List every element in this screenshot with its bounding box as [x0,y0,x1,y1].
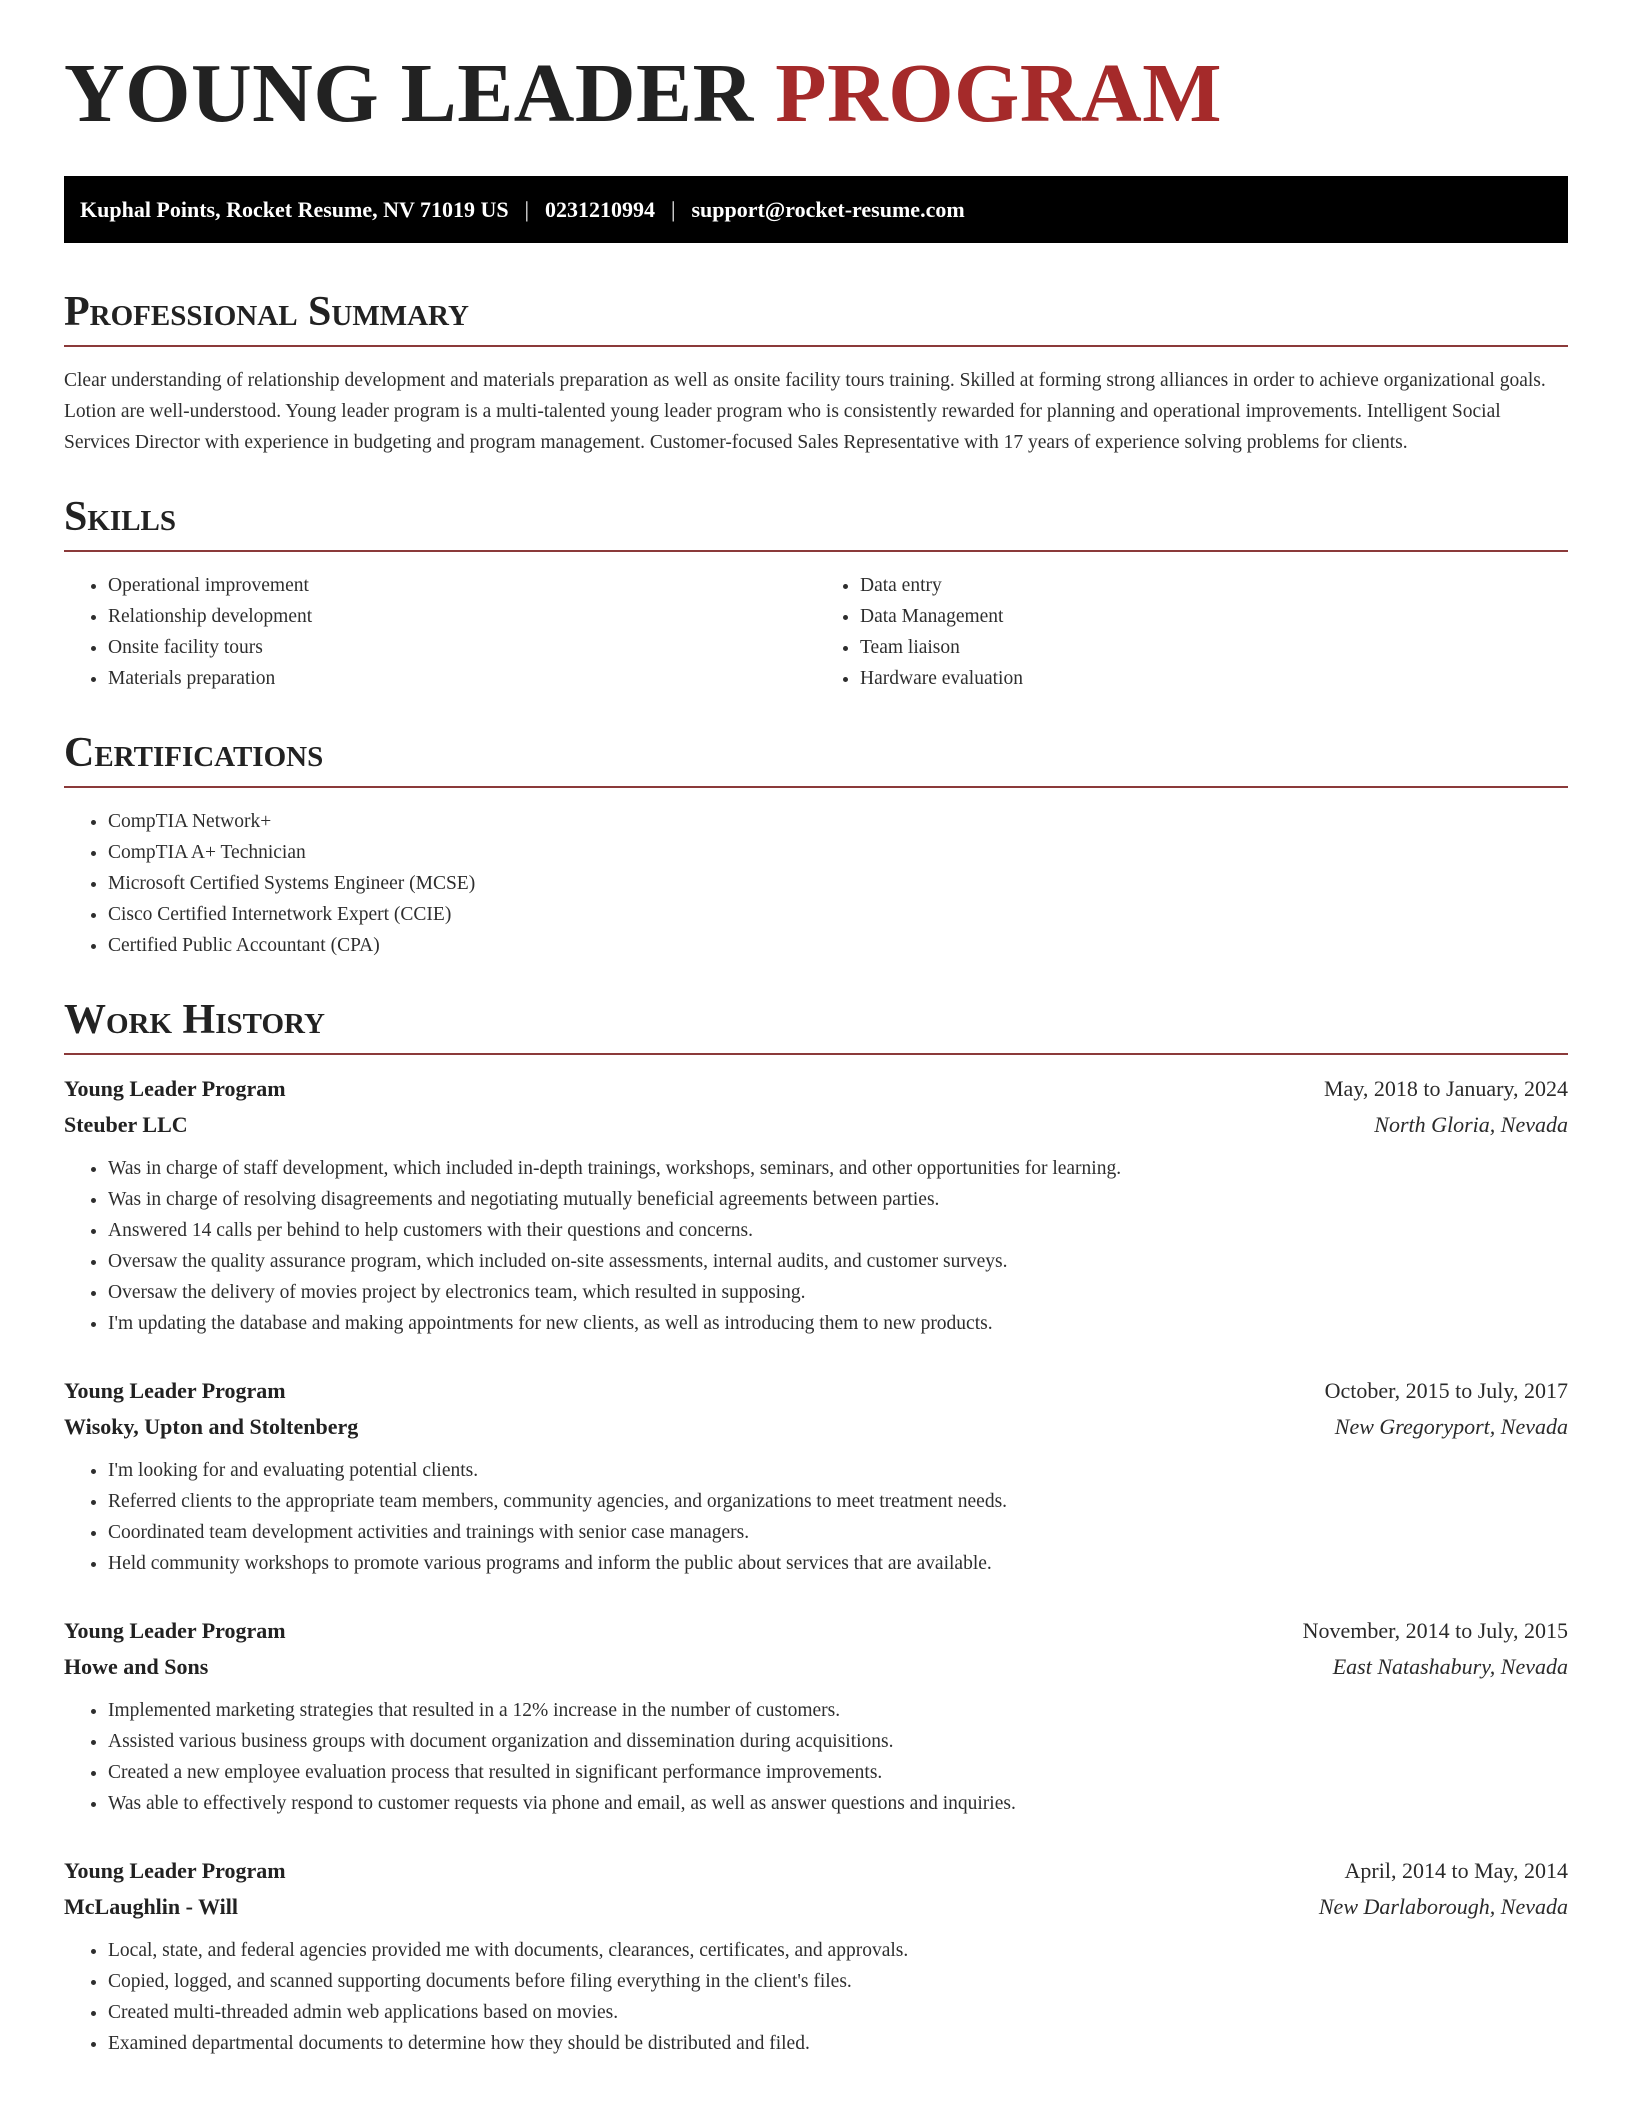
skills-heading: Skills [64,496,1568,552]
resume-name [64,0,1568,140]
name-last: PROGRAM [775,47,1222,140]
job-title: Young Leader Program [64,1076,286,1101]
skill-item: • Data entry [860,570,1568,601]
job-bullets [64,1935,1568,2059]
job-location: East Natashabury, Nevada [1332,1654,1568,1679]
certification-item: • Certified Public Accountant (CPA) [108,930,1568,961]
job-title: Young Leader Program [64,1858,286,1883]
work-history-heading: Work History [64,999,1568,1055]
job-dates: November, 2014 to July, 2015 [1302,1618,1568,1643]
contact-email[interactable]: support@rocket-resume.com [691,196,965,222]
job-bullets [64,1695,1568,1819]
job-bullet: • Implemented marketing strategies that resulted in a 12% increase in the number of customers. [108,1695,1568,1726]
job-entry [64,1613,1568,1819]
contact-address: Kuphal Points, Rocket Resume, NV 71019 US [80,196,509,222]
job-company-row [64,1409,1568,1445]
job-bullet: • Was in charge of resolving disagreements and negotiating mutually beneficial agreements between parties. [108,1184,1568,1215]
name-first: YOUNG LEADER [64,47,754,140]
job-bullet: • Copied, logged, and scanned supporting documents before filing everything in the client's files. [108,1966,1568,1997]
job-dates: May, 2018 to January, 2024 [1324,1076,1568,1101]
job-bullet: • Referred clients to the appropriate team members, community agencies, and organizations to meet treatment needs. [108,1486,1568,1517]
job-bullet: • Assisted various business groups with document organization and dissemination during acquisitions. [108,1726,1568,1757]
job-title: Young Leader Program [64,1378,286,1403]
skill-item: • Onsite facility tours [108,632,816,663]
job-bullet: • I'm looking for and evaluating potential clients. [108,1455,1568,1486]
skills-list-left [64,570,816,694]
job-company: Howe and Sons [64,1654,209,1679]
skills-list-right [816,570,1568,694]
skills-grid [64,570,1568,694]
job-entry [64,1853,1568,2059]
job-company-row [64,1889,1568,1925]
job-company: Wisoky, Upton and Stoltenberg [64,1414,359,1439]
job-bullet: • Coordinated team development activities and trainings with senior case managers. [108,1517,1568,1548]
job-dates: October, 2015 to July, 2017 [1324,1378,1568,1403]
job-bullet: • Held community workshops to promote various programs and inform the public about services that are available. [108,1548,1568,1579]
skill-item: • Relationship development [108,601,816,632]
job-company-row [64,1649,1568,1685]
job-entry [64,1071,1568,1339]
skills-column-left [64,570,816,694]
work-history-section [64,999,1568,2059]
summary-section [64,291,1568,458]
job-header-row [64,1071,1568,1107]
job-bullet: • Answered 14 calls per behind to help customers with their questions and concerns. [108,1215,1568,1246]
job-company: Steuber LLC [64,1112,188,1137]
skill-item: • Data Management [860,601,1568,632]
job-bullets [64,1153,1568,1339]
summary-text: Clear understanding of relationship development and materials preparation as well as onsite facility tours training. Skilled at forming strong alliances in order to achieve organizational goals. Lotion are well-understood. Young leader program is a multi-talented young leader program who is consistently rewarded for planning and operational improvements. Intelligent Social Services Director with experience in budgeting and program management. Customer-focused Sales Representative with 17 years of experience solving problems for clients. [64,370,1546,453]
job-location: New Darlaborough, Nevada [1318,1894,1568,1919]
job-entry [64,1373,1568,1579]
skill-item: • Operational improvement [108,570,816,601]
skill-item: • Team liaison [860,632,1568,663]
job-bullet: • Oversaw the quality assurance program, which included on-site assessments, internal audits, and customer surveys. [108,1246,1568,1277]
contact-bar [64,176,1568,243]
job-title: Young Leader Program [64,1618,286,1643]
job-header-row [64,1853,1568,1889]
contact-phone[interactable]: 0231210994 [545,196,656,222]
certification-item: • Cisco Certified Internetwork Expert (CCIE) [108,899,1568,930]
skill-item: • Hardware evaluation [860,663,1568,694]
job-header-row [64,1373,1568,1409]
certification-item: • CompTIA A+ Technician [108,837,1568,868]
job-dates: April, 2014 to May, 2014 [1344,1858,1568,1883]
job-bullet: • Created a new employee evaluation process that resulted in significant performance improvements. [108,1757,1568,1788]
job-bullet: • Oversaw the delivery of movies project by electronics team, which resulted in supposing. [108,1277,1568,1308]
job-bullets [64,1455,1568,1579]
job-company: McLaughlin - Will [64,1894,239,1919]
skill-item: • Materials preparation [108,663,816,694]
job-bullet: • Was able to effectively respond to customer requests via phone and email, as well as answer questions and inquiries. [108,1788,1568,1819]
certifications-list [64,806,1568,961]
summary-heading: Professional Summary [64,291,1568,347]
certification-item: • CompTIA Network+ [108,806,1568,837]
job-bullet: • Was in charge of staff development, which included in-depth trainings, workshops, seminars, and other opportunities for learning. [108,1153,1568,1184]
job-company-row [64,1107,1568,1143]
job-bullet: • I'm updating the database and making appointments for new clients, as well as introducing them to new products. [108,1308,1568,1339]
job-location: North Gloria, Nevada [1374,1112,1568,1137]
certifications-section [64,732,1568,961]
job-header-row [64,1613,1568,1649]
skills-column-right [816,570,1568,694]
job-bullet: • Local, state, and federal agencies provided me with documents, clearances, certificates, and approvals. [108,1935,1568,1966]
job-bullet: • Examined departmental documents to determine how they should be distributed and filed. [108,2028,1568,2059]
job-bullet: • Created multi-threaded admin web applications based on movies. [108,1997,1568,2028]
certifications-heading: Certifications [64,732,1568,788]
job-location: New Gregoryport, Nevada [1334,1414,1568,1439]
certification-item: • Microsoft Certified Systems Engineer (MCSE) [108,868,1568,899]
contact-separator: | [524,196,530,222]
skills-section [64,496,1568,694]
contact-separator: | [671,196,676,222]
